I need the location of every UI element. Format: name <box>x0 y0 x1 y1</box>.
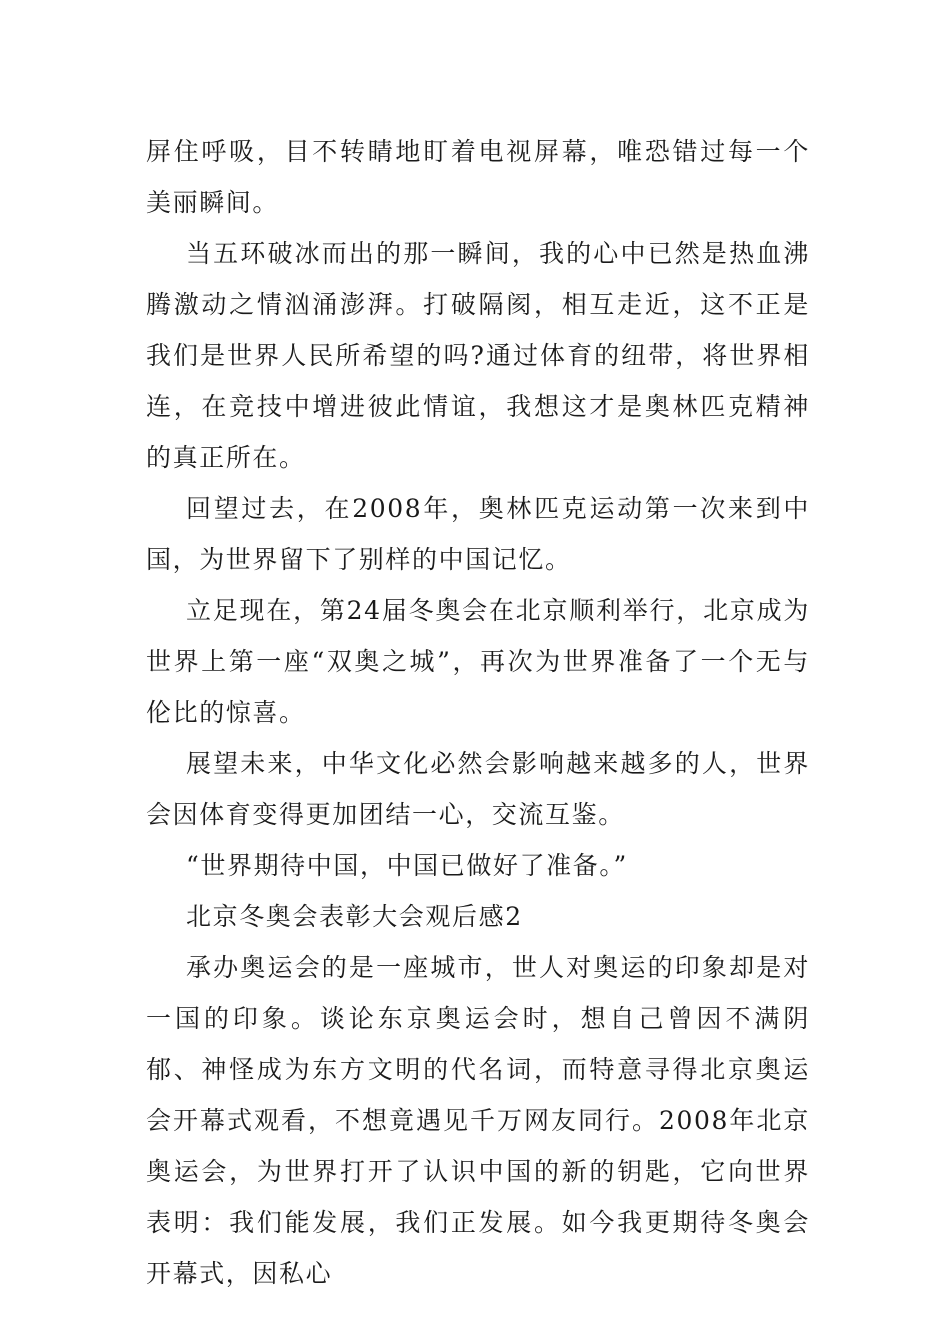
paragraph-6: 承办奥运会的是一座城市，世人对奥运的印象却是对一国的印象。谈论东京奥运会时，想自己曾因不满阴郁、神怪成为东方文明的代名词，而特意寻得北京奥运会开幕式观看，不想竟遇见千万网友同行。2008年北京奥运会，为世界打开了认识中国的新的钥匙，它向世界表明：我们能发展，我们正发展。如今我更期待冬奥会开幕式，因私心 <box>146 953 810 1288</box>
paragraph-4: 立足现在，第24届冬奥会在北京顺利举行，北京成为世界上第一座“双奥之城”，再次为世界准备了一个无与伦比的惊喜。 <box>146 596 810 727</box>
paragraph-3: 回望过去，在2008年，奥林匹克运动第一次来到中国，为世界留下了别样的中国记忆。 <box>146 494 810 574</box>
paragraph-quote: “世界期待中国，中国已做好了准备。” <box>186 851 628 880</box>
paragraph-5: 展望未来，中华文化必然会影响越来越多的人，世界会因体育变得更加团结一心，交流互鉴。 <box>146 749 810 829</box>
section-heading: 北京冬奥会表彰大会观后感2 <box>186 902 523 931</box>
document-body <box>146 126 810 1299</box>
paragraph-2: 当五环破冰而出的那一瞬间，我的心中已然是热血沸腾激动之情汹涌澎湃。打破隔阂，相互走近，这不正是我们是世界人民所希望的吗?通过体育的纽带，将世界相连，在竞技中增进彼此情谊，我想这才是奥林匹克精神的真正所在。 <box>146 239 810 472</box>
paragraph-1: 屏住呼吸，目不转睛地盯着电视屏幕，唯恐错过每一个美丽瞬间。 <box>146 137 810 217</box>
